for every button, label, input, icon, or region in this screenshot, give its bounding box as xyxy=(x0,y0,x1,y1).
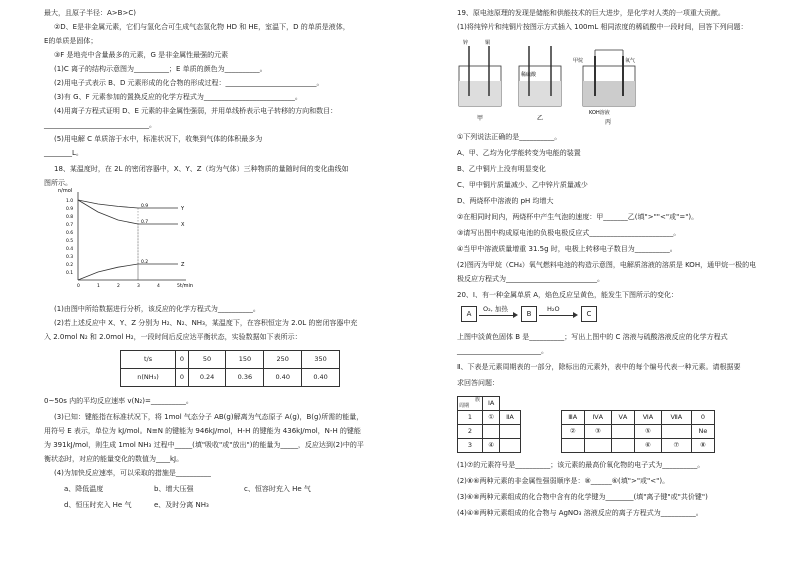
table-cell: 250 xyxy=(264,351,302,369)
group-header: 0 xyxy=(691,411,714,425)
table-cell: t/s xyxy=(121,351,176,369)
text-line: ②在相同时间内，两烧杯中产生气泡的速度：甲_______乙(填">""<"或"=")。 xyxy=(457,213,699,221)
series-line-y xyxy=(78,200,178,208)
text-line: 0~50s 内的平均反应速率 v(N₂)=__________。 xyxy=(44,397,193,405)
group-header: ⅡA xyxy=(500,411,520,425)
element-cell xyxy=(611,425,634,439)
series-line-z xyxy=(78,264,178,280)
box-b: B xyxy=(521,306,537,322)
y-tick-label: 0.4 xyxy=(66,247,74,252)
x-tick-label: 1 xyxy=(97,284,100,289)
element-cell: ⑤ xyxy=(635,425,662,439)
label-jia: 甲 xyxy=(477,115,484,122)
text-line: 用符号 E 表示，单位为 kJ/mol。N≡N 的键能为 946kJ/mol，H-H 的键能为 436kJ/mol，N-H 的键能 xyxy=(44,427,361,435)
element-cell xyxy=(500,439,520,453)
period-cell: 3 xyxy=(458,439,483,453)
period-cell: 1 xyxy=(458,411,483,425)
table-cell: 0.24 xyxy=(188,369,226,387)
option-a: a、降低温度 xyxy=(64,485,104,493)
x-tick-label: 0 xyxy=(77,284,80,289)
element-cell: ③ xyxy=(584,425,611,439)
text-line: 最大，且原子半径：A>B>C) xyxy=(44,9,136,17)
table-cell: n(NH₃) xyxy=(121,369,176,387)
text-line: ③请写出图中构成原电池的负极电极反应式________________________。 xyxy=(457,229,681,237)
label-oxygen: 氧气 xyxy=(625,58,636,64)
label-bing: 丙 xyxy=(605,119,612,126)
text-line: (3)已知：键能指在标准状况下，将 1mol 气态分子 AB(g)解离为气态原子 A(g)，B(g)所需的能量， xyxy=(54,413,364,421)
text-line: (4)④⑧两种元素组成的化合物与 AgNO₃ 溶液反应的离子方程式为__________。 xyxy=(457,509,703,517)
group-header: ⅠA xyxy=(483,397,500,411)
box-a: A xyxy=(461,306,477,322)
x-tick-label: 5 xyxy=(177,284,180,289)
table-cell: 0 xyxy=(176,351,189,369)
series-label: Y xyxy=(181,206,185,212)
element-cell xyxy=(661,425,691,439)
option-e: e、及时分离 NH₃ xyxy=(154,501,209,509)
corner-top: 族 xyxy=(474,397,480,403)
line-chart xyxy=(56,188,206,294)
table-cell: 0.40 xyxy=(302,369,340,387)
text-line: ________L。 xyxy=(44,149,83,157)
data-label: 0.7 xyxy=(141,220,149,225)
text-line: A、甲、乙均为化学能转变为电能的装置 xyxy=(457,149,581,157)
element-cell: ⑦ xyxy=(661,439,691,453)
element-cell: ② xyxy=(561,425,584,439)
text-line: C、甲中铜片质量减少、乙中锌片质量减少 xyxy=(457,181,588,189)
text-line: 19、原电池原理的发现是储能和供能技术的巨大进步，是化学对人类的一项重大贡献。 xyxy=(457,9,725,17)
table-cell: 150 xyxy=(226,351,264,369)
text-line: 为 391kJ/mol，则生成 1mol NH₃ 过程中_____(填"吸收"或"放出")的能量为_____，反应达到(2)中的平 xyxy=(44,441,364,449)
label-yi: 乙 xyxy=(537,115,544,122)
table-cell: 350 xyxy=(302,351,340,369)
arrow2-label: H₂O xyxy=(547,305,560,313)
period-cell: 2 xyxy=(458,425,483,439)
data-label: 0.9 xyxy=(141,204,149,209)
y-tick-label: 0.7 xyxy=(66,223,74,228)
arrow1-line xyxy=(479,315,513,316)
series-line-x xyxy=(78,200,178,224)
text-line: (5)用电解 C 单质溶于水中，标准状况下，收集到气体的体积最多为 xyxy=(54,135,263,143)
table-cell: 0.40 xyxy=(264,369,302,387)
text-line: (2)图丙为甲烷（CH₄）氧气燃料电池的构造示意图，电解质溶液的溶质是 KOH，通甲烷一极的电 xyxy=(457,261,757,269)
cell-diagram xyxy=(455,36,655,126)
label-koh: KOH溶液 xyxy=(589,110,610,116)
text-line: (3)⑥⑧两种元素组成的化合物中含有的化学键为________(填"离子键"或"共价键") xyxy=(457,493,708,501)
y-axis-label: n/mol xyxy=(58,188,73,194)
element-cell xyxy=(584,439,611,453)
x-axis-label: t/min xyxy=(180,283,194,289)
text-line: 极反应方程式为__________________________。 xyxy=(457,275,604,283)
arrow2-line xyxy=(539,315,573,316)
text-line: (1)⑦的元素符号是__________；该元素的最高价氧化物的电子式为__________。 xyxy=(457,461,705,469)
y-tick-label: 0.2 xyxy=(66,263,74,268)
text-line: (1)由图中所给数据进行分析，该反应的化学方程式为__________。 xyxy=(54,305,260,313)
nh3-data-table xyxy=(120,350,340,387)
group-header: ⅤA xyxy=(611,411,634,425)
group-header: ⅢA xyxy=(561,411,584,425)
element-cell: ⑧ xyxy=(691,439,714,453)
text-line: (2)若上述反应中 X、Y、Z 分别为 H₂、N₂、NH₃，某温度下，在容积恒定为 2.0L 的密闭容器中充 xyxy=(54,319,358,327)
text-line: 入 2.0mol N₂ 和 2.0mol H₂，一段时间后反应达平衡状态，实验数据如下表所示： xyxy=(44,333,302,341)
text-line: (2)⑧⑥两种元素的非金属性强弱顺序是：⑧______⑥(填">"或"<")。 xyxy=(457,477,670,485)
text-line: (4)为加快反应速率，可以采取的措施是__________ xyxy=(54,469,211,477)
group-header: ⅣA xyxy=(584,411,611,425)
data-label: 0.2 xyxy=(141,260,149,265)
text-line: (4)用离子方程式证明 D、E 元素的非金属性强弱，并用单线桥表示电子转移的方向和数目： xyxy=(54,107,338,115)
arrow1-label: O₂, 加热 xyxy=(483,305,508,313)
text-line: 上图中淡黄色固体 B 是__________；写出上图中的 C 溶液与硫酸溶液反应的化学方程式 xyxy=(457,333,728,341)
x-tick-label: 3 xyxy=(137,284,140,289)
text-line: D、两烧杯中溶液的 pH 均增大 xyxy=(457,197,554,205)
series-label: Z xyxy=(181,262,185,268)
element-cell: ⑥ xyxy=(635,439,662,453)
corner-cell xyxy=(458,397,483,411)
y-tick-label: 1.0 xyxy=(66,199,74,204)
text-line: (2)用电子式表示 B、D 元素形成的化合物的形成过程：__________________________。 xyxy=(54,79,324,87)
text-line: E的单质是固体； xyxy=(44,37,98,45)
text-line: 20、Ⅰ、有一种金属单质 A，焰色反应呈黄色，能发生下图所示的变化： xyxy=(457,291,678,299)
table-cell: 0.36 xyxy=(226,369,264,387)
element-cell xyxy=(561,439,584,453)
y-tick-label: 0.1 xyxy=(66,271,74,276)
label-methane: 甲烷 xyxy=(573,58,584,64)
arrow2-head xyxy=(573,312,578,318)
option-b: b、增大压强 xyxy=(154,485,194,493)
option-d: d、恒压时充入 He 气 xyxy=(64,501,132,509)
x-tick-label: 4 xyxy=(157,284,160,289)
y-tick-label: 0.5 xyxy=(66,239,74,244)
y-tick-label: 0.6 xyxy=(66,231,74,236)
element-cell: ① xyxy=(483,411,500,425)
text-line: Ⅱ、下表是元素周期表的一部分，除标出的元素外，表中的每个编号代表一种元素。请根据要 xyxy=(457,363,741,371)
label-zinc: 锌 xyxy=(463,40,469,46)
y-tick-label: 0.9 xyxy=(66,207,74,212)
text-line: ________________________。 xyxy=(457,347,548,355)
text-line: 图所示。 xyxy=(44,179,72,187)
text-line: (1)将纯锌片和纯铜片按图示方式插入 100mL 相同浓度的稀硫酸中一段时间，回答下列问题： xyxy=(457,23,748,31)
periodic-table xyxy=(457,396,715,453)
text-line: (1)C 离子的结构示意图为__________；E 单质的颜色为__________。 xyxy=(54,65,267,73)
table-cell: 0 xyxy=(176,369,189,387)
label-copper: 铜 xyxy=(485,40,491,46)
element-cell xyxy=(500,425,520,439)
arrow1-head xyxy=(513,312,518,318)
text-line: ①下列说法正确的是__________。 xyxy=(457,133,562,141)
table-cell: 50 xyxy=(188,351,226,369)
element-cell xyxy=(611,439,634,453)
x-tick-label: 2 xyxy=(117,284,120,289)
text-line: 18、某温度时，在 2L 的密闭容器中，X、Y、Z（均为气体）三种物质的量随时间的变化曲线如 xyxy=(54,165,349,173)
y-tick-label: 0.3 xyxy=(66,255,74,260)
text-line: ④当甲中溶液质量增重 31.5g 时，电极上转移电子数目为__________。 xyxy=(457,245,677,253)
text-line: (3)有 G、F 元素参加的置换反应的化学方程式为__________________________。 xyxy=(54,93,302,101)
option-c: c、恒容时充入 He 气 xyxy=(244,485,311,493)
element-cell: Ne xyxy=(691,425,714,439)
corner-bottom: 周期 xyxy=(459,403,470,409)
series-label: X xyxy=(181,222,185,228)
box-c: C xyxy=(581,306,597,322)
element-cell: ④ xyxy=(483,439,500,453)
label-acid: 稀硫酸 xyxy=(521,72,537,78)
element-cell xyxy=(483,425,500,439)
text-line: ③F 是地壳中含量最多的元素，G 是非金属性最强的元素 xyxy=(54,51,229,59)
group-header: ⅦA xyxy=(661,411,691,425)
text-line: ______________________________。 xyxy=(44,121,156,129)
text-line: 求回答问题： xyxy=(457,379,499,387)
text-line: 衡状态时，对应的能量变化的数值为____kJ。 xyxy=(44,455,184,463)
text-line: B、乙中铜片上没有明显变化 xyxy=(457,165,546,173)
y-tick-label: 0.8 xyxy=(66,215,74,220)
group-header: ⅥA xyxy=(635,411,662,425)
text-line: ②D、E是非金属元素，它们与氢化合可生成气态氢化物 HD 和 HE，室温下，D 的单质是液体， xyxy=(54,23,350,31)
